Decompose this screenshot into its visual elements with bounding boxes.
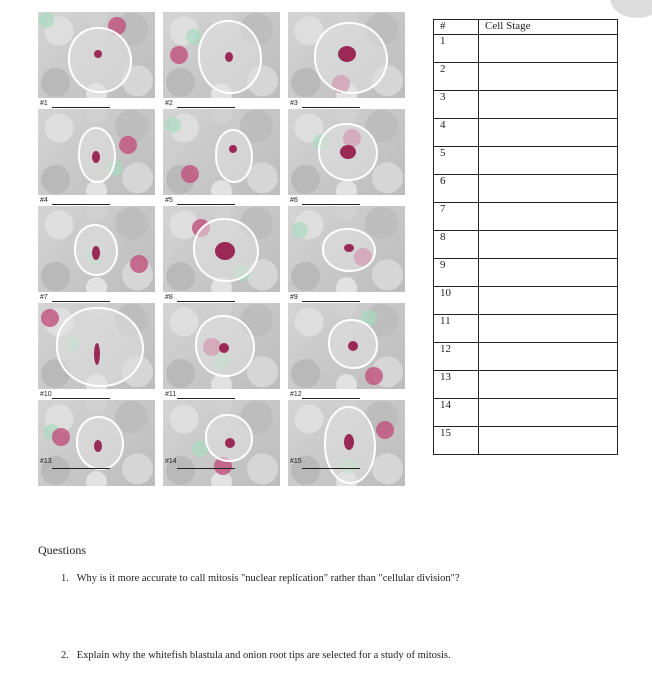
- table-row: [434, 427, 618, 455]
- table-row: [434, 315, 618, 343]
- header-cell-stage: Cell Stage: [479, 20, 618, 35]
- chromosome-mark: [338, 46, 356, 62]
- row-number: 9: [434, 259, 479, 287]
- question-text: Explain why the whitefish blastula and onion root tips are selected for a study of mitosis.: [76, 650, 451, 661]
- label-underline: [302, 468, 360, 469]
- micrograph-image: [163, 206, 280, 292]
- micrograph-label: #5: [165, 197, 173, 204]
- label-underline: [52, 468, 110, 469]
- micrograph-label: #3: [290, 100, 298, 107]
- cell-stage-entry[interactable]: [479, 287, 618, 315]
- row-number: 11: [434, 315, 479, 343]
- row-number: 3: [434, 91, 479, 119]
- row-number: 14: [434, 399, 479, 427]
- micrograph-image: [288, 303, 405, 389]
- table-row: [434, 259, 618, 287]
- chromosome-mark: [225, 52, 233, 62]
- label-underline: [52, 204, 110, 205]
- label-underline: [177, 107, 235, 108]
- questions-heading: Questions: [38, 543, 86, 557]
- chromosome-mark: [348, 341, 358, 351]
- stain-spot: [41, 309, 59, 327]
- micrograph-image: [163, 303, 280, 389]
- label-underline: [52, 398, 110, 399]
- row-number: 15: [434, 427, 479, 455]
- question-2: [61, 650, 451, 661]
- micrograph-label: #1: [40, 100, 48, 107]
- cell-outline: [68, 27, 132, 93]
- table-row: [434, 343, 618, 371]
- cell-stage-entry[interactable]: [479, 91, 618, 119]
- cell-stage-entry[interactable]: [479, 259, 618, 287]
- micrograph-label: #2: [165, 100, 173, 107]
- micrograph-image: [38, 109, 155, 195]
- stain-spot: [130, 255, 148, 273]
- cell-stage-entry[interactable]: [479, 203, 618, 231]
- chromosome-mark: [229, 145, 237, 153]
- row-number: 13: [434, 371, 479, 399]
- micrograph-label: #13: [40, 458, 52, 465]
- row-number: 8: [434, 231, 479, 259]
- micrograph-label: #8: [165, 294, 173, 301]
- cell-stage-entry[interactable]: [479, 231, 618, 259]
- chromosome-mark: [92, 151, 100, 163]
- row-number: 12: [434, 343, 479, 371]
- question-number: 1.: [61, 573, 69, 584]
- label-underline: [177, 301, 235, 302]
- cell-stage-entry[interactable]: [479, 63, 618, 91]
- micrograph-image: [288, 400, 405, 486]
- row-number: 2: [434, 63, 479, 91]
- micrograph-label: #12: [290, 391, 302, 398]
- table-row: [434, 91, 618, 119]
- label-underline: [177, 398, 235, 399]
- micrograph-label: #4: [40, 197, 48, 204]
- cell-stage-entry[interactable]: [479, 399, 618, 427]
- micrograph-label: #9: [290, 294, 298, 301]
- label-underline: [302, 204, 360, 205]
- table-row: [434, 147, 618, 175]
- chromosome-mark: [340, 145, 356, 159]
- chromosome-mark: [92, 246, 100, 260]
- table-row: [434, 231, 618, 259]
- table-row: [434, 175, 618, 203]
- stain-spot: [170, 46, 188, 64]
- chromosome-mark: [344, 434, 354, 450]
- micrograph-label: #15: [290, 458, 302, 465]
- stain-spot: [52, 428, 70, 446]
- question-number: 2.: [61, 650, 69, 661]
- stain-spot: [365, 367, 383, 385]
- chromosome-mark: [94, 50, 102, 58]
- micrograph-image: [38, 303, 155, 389]
- cell-stage-entry[interactable]: [479, 315, 618, 343]
- chromosome-mark: [94, 440, 102, 452]
- micrograph-image: [163, 400, 280, 486]
- label-underline: [177, 204, 235, 205]
- row-number: 4: [434, 119, 479, 147]
- stain-spot: [376, 421, 394, 439]
- chromosome-mark: [215, 242, 235, 260]
- cell-stage-entry[interactable]: [479, 175, 618, 203]
- micrograph-image: [288, 206, 405, 292]
- cell-stage-entry[interactable]: [479, 147, 618, 175]
- table-row: [434, 287, 618, 315]
- row-number: 7: [434, 203, 479, 231]
- micrograph-image: [38, 12, 155, 98]
- label-underline: [52, 301, 110, 302]
- row-number: 10: [434, 287, 479, 315]
- cell-stage-entry[interactable]: [479, 119, 618, 147]
- micrograph-image: [38, 400, 155, 486]
- label-underline: [52, 107, 110, 108]
- table-row: [434, 35, 618, 63]
- row-number: 1: [434, 35, 479, 63]
- table-row: [434, 119, 618, 147]
- micrograph-label: #6: [290, 197, 298, 204]
- micrograph-label: #10: [40, 391, 52, 398]
- question-1: [61, 573, 460, 584]
- background-tint: [165, 117, 181, 133]
- chromosome-mark: [219, 343, 229, 353]
- question-text: Why is it more accurate to call mitosis "nuclear replication" rather than "cellular division"?: [76, 573, 460, 584]
- cell-stage-entry[interactable]: [479, 427, 618, 455]
- stain-spot: [119, 136, 137, 154]
- row-number: 6: [434, 175, 479, 203]
- cell-stage-entry[interactable]: [479, 343, 618, 371]
- micrograph-label: #14: [165, 458, 177, 465]
- chromosome-mark: [94, 343, 100, 365]
- cell-stage-entry[interactable]: [479, 371, 618, 399]
- micrograph-image: [163, 109, 280, 195]
- label-underline: [177, 468, 235, 469]
- cell-stage-entry[interactable]: [479, 35, 618, 63]
- row-number: 5: [434, 147, 479, 175]
- table-row: [434, 63, 618, 91]
- table-header-row: [434, 20, 618, 35]
- header-number: #: [434, 20, 479, 35]
- micrograph-image: [38, 206, 155, 292]
- micrograph-image: [288, 12, 405, 98]
- table-row: [434, 399, 618, 427]
- micrograph-label: #7: [40, 294, 48, 301]
- micrograph-label: #11: [165, 391, 177, 398]
- background-tint: [292, 222, 308, 238]
- label-underline: [302, 107, 360, 108]
- cell-stage-table: [433, 19, 618, 455]
- table-row: [434, 203, 618, 231]
- micrograph-image: [288, 109, 405, 195]
- label-underline: [302, 301, 360, 302]
- label-underline: [302, 398, 360, 399]
- table-row: [434, 371, 618, 399]
- chromosome-mark: [344, 244, 354, 252]
- background-tint: [38, 12, 54, 28]
- stain-spot: [181, 165, 199, 183]
- cell-outline: [215, 129, 253, 183]
- micrograph-image: [163, 12, 280, 98]
- chromosome-mark: [225, 438, 235, 448]
- cell-outline: [56, 307, 144, 387]
- corner-badge: [610, 0, 652, 18]
